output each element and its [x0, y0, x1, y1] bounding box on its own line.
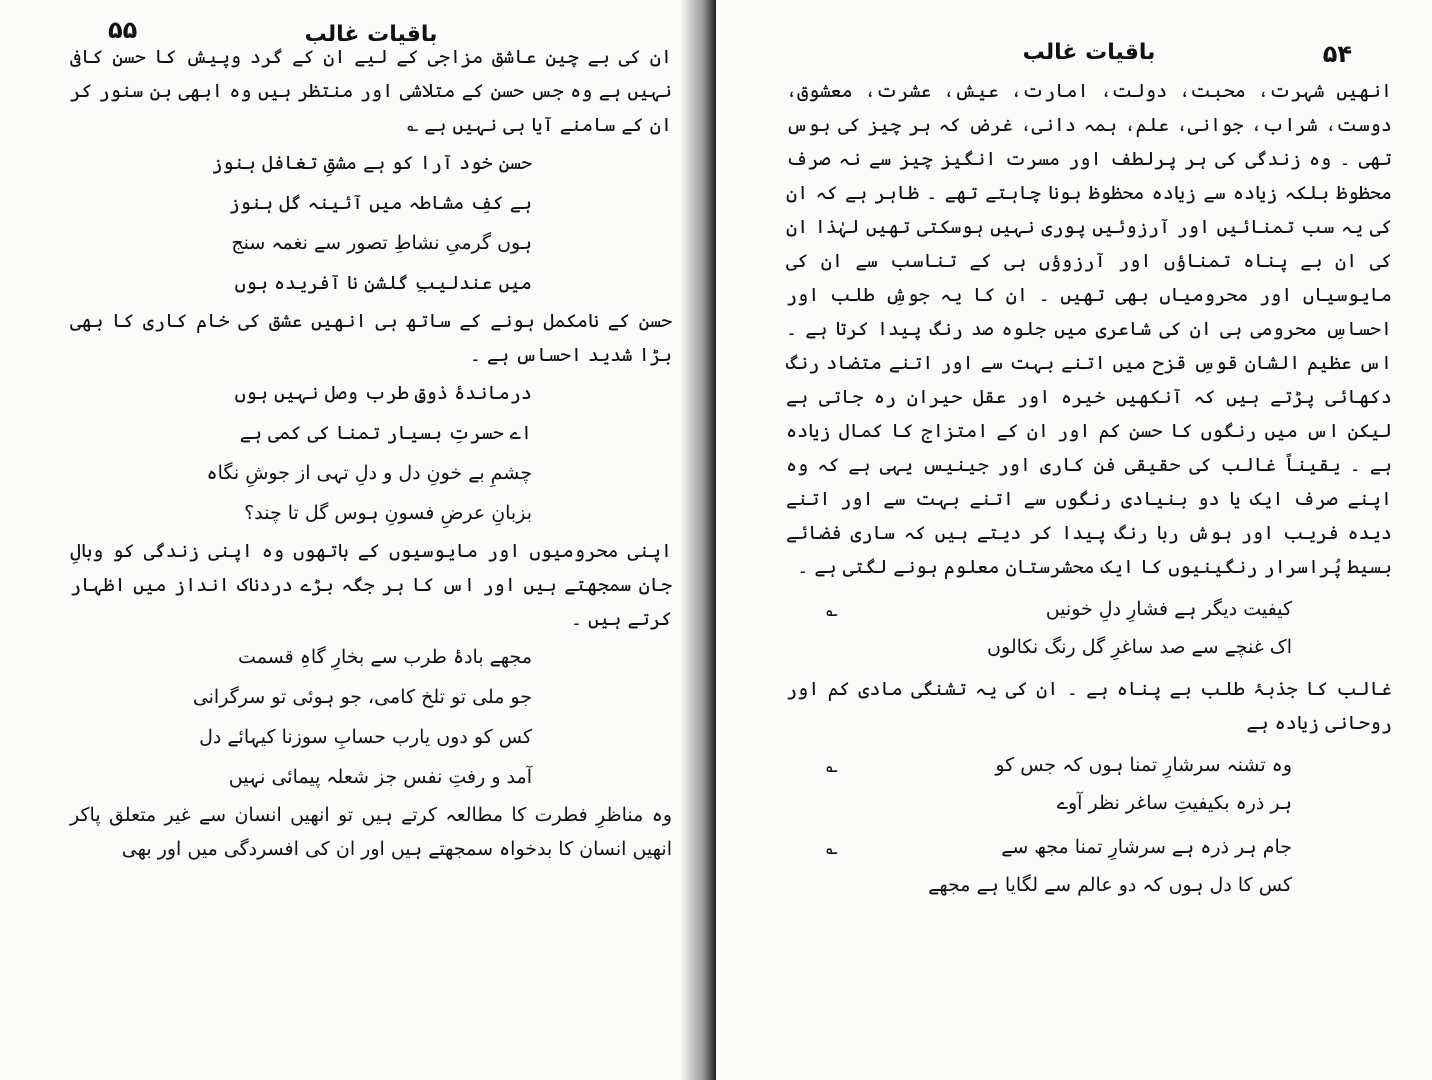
right-page-body [786, 74, 1392, 904]
page-number: ۵۴ [1322, 40, 1352, 68]
paragraph: ان کی بے چین عاشق مزاجی کے لیے ان کے گرد وپیش کا حسن کافی نہیں ہے وہ جس حسن کے متلاشی اور منتظر ہیں وہ ابھی بن سنور کر ان کے سامنے آیا ہی نہیں ہے ؎ [70, 46, 672, 136]
paragraph: وہ مناظرِ فطرت کا مطالعہ کرتے ہیں تو انھیں انسان سے غیر متعلق پاکر انھیں انسان کا بدخواہ سمجھتے ہیں اور ان کی افسردگی میں اور بھی [70, 804, 672, 860]
verse-block [70, 374, 672, 532]
verse-block [70, 144, 672, 302]
verse-line: چشمِ بے خونِ دل و دلِ تہی از جوشِ نگاہ [206, 462, 532, 484]
verse-line: بزبانِ عرضِ فسونِ ہوس گل تا چند؟ [244, 502, 532, 524]
verse-line: میں عندلیبِ گلشنِ نا آفریدہ ہوں [234, 272, 532, 294]
verse-block [70, 638, 672, 796]
running-head: باقیات غالب [1022, 40, 1156, 65]
verse-line: ہر ذرہ بکیفیتِ ساغر نظر آوے [1056, 792, 1292, 814]
paragraph: غالب کا جذبۂ طلب بے پناہ ہے ۔ ان کی یہ تشنگی مادی کم اور روحانی زیادہ ہے [786, 678, 1392, 734]
left-page-header [70, 10, 672, 47]
verse-line: اے حسرتِ بسیار تمنا کی کمی ہے [239, 422, 532, 444]
right-page-header [786, 30, 1392, 74]
verse-line: حسن خود آرا کو ہے مشقِ تغافل ہنوز [211, 152, 532, 174]
verse-line: ہے کفِ مشاطہ میں آئینہ گل ہنوز [228, 192, 532, 214]
paragraph: حسن کے نامکمل ہونے کے ساتھ ہی انھیں عشق کی خام کاری کا بھی بڑا شدید احساس ہے ۔ [70, 310, 672, 366]
verse-line: وہ تشنہ سرشارِ تمنا ہوں کہ جس کو [995, 754, 1292, 776]
verse-line: کیفیت دیگر ہے فشارِ دلِ خونیں [1045, 598, 1292, 620]
verse-block [786, 828, 1392, 904]
paragraph: انھیں شہرت، محبت، دولت، امارت، عیش، عشرت، معشوق، دوست، شراب، جوانی، علم، ہمہ دانی، غرض کہ ہر چیز کی ہوس تھی ۔ وہ زندگی کی ہر پرلطف اور مسرت انگیز چیز سے نہ صرف محظوظ بلکہ زیادہ سے زیادہ محظوظ ہونا چاہتے تھے ۔ ظاہر ہے کہ ان کی یہ سب تمنائیں اور آرزوئیں پوری نہیں ہوسکتی تھیں لہٰذا ان کی ان بے پناہ تمناؤں اور آرزوؤں ہی کے تناسب سے ان کی مایوسیاں اور محرومیاں بھی تھیں ۔ ان کا یہ جوشِ طلب اور احساسِ محرومی ہی ان کی شاعری میں جلوہ صد رنگ پیدا کرتا ہے ۔ اس عظیم الشان قوسِ قزح میں اتنے بہت سے اور اتنے متضاد رنگ دکھائی پڑتے ہیں کہ آنکھیں خیرہ اور عقل حیران رہ جاتی ہے لیکن اس میں رنگوں کا حسن کم اور ان کے امتزاج کا کمال زیادہ ہے ۔ یقیناً غالب کی حقیقی فن کاری اور جینیس یہی ہے کہ وہ اپنے صرف ایک یا دو بنیادی رنگوں سے اتنے بہت سے اور اتنے دیدہ فریب اور ہوش ربا رنگ پیدا کر دیتے ہیں کہ ساری فضائے بسیط پُراسرار رنگینیوں کا ایک محشرستان معلوم ہونے لگتی ہے ۔ [786, 80, 1392, 578]
right-page [716, 0, 1432, 1080]
paragraph: اپنی محرومیوں اور مایوسیوں کے ہاتھوں وہ اپنی زندگی کو وبالِ جان سمجھتے ہیں اور اس کا ہر جگہ بڑے دردناک انداز میں اظہار کرتے ہیں ۔ [70, 540, 672, 630]
verse-line: ہوں گرمیِ نشاطِ تصور سے نغمہ سنج [231, 232, 532, 254]
verse-mark: ؎ [826, 835, 838, 859]
verse-line: مجھے بادۂ طرب سے بخارِ گاہِ قسمت [238, 646, 532, 668]
verse-line: آمد و رفتِ نفس جز شعلہ پیمائی نہیں [228, 766, 532, 788]
verse-mark: ؎ [826, 597, 838, 621]
verse-line: جام ہر ذرہ ہے سرشارِ تمنا مجھ سے [1001, 836, 1292, 858]
left-page-body [70, 40, 672, 866]
verse-mark: ؎ [826, 753, 838, 777]
page-number: ۵۵ [108, 16, 138, 44]
verse-block [786, 590, 1392, 666]
verse-line: اک غنچے سے صد ساغرِ گل رنگ نکالوں [987, 636, 1292, 658]
running-head: باقیات غالب [304, 22, 438, 47]
verse-block [786, 746, 1392, 822]
verse-line: کس کا دل ہوں کہ دو عالم سے لگایا ہے مجھے [928, 874, 1292, 896]
verse-line: کس کو دوں یارب حسابِ سوزنا کیہائے دل [199, 726, 532, 748]
verse-line: درماندۂ ذوقِ طرب وصل نہیں ہوں [234, 382, 532, 404]
verse-line: جو ملی تو تلخ کامی، جو ہوئی تو سرگرانی [192, 686, 532, 708]
